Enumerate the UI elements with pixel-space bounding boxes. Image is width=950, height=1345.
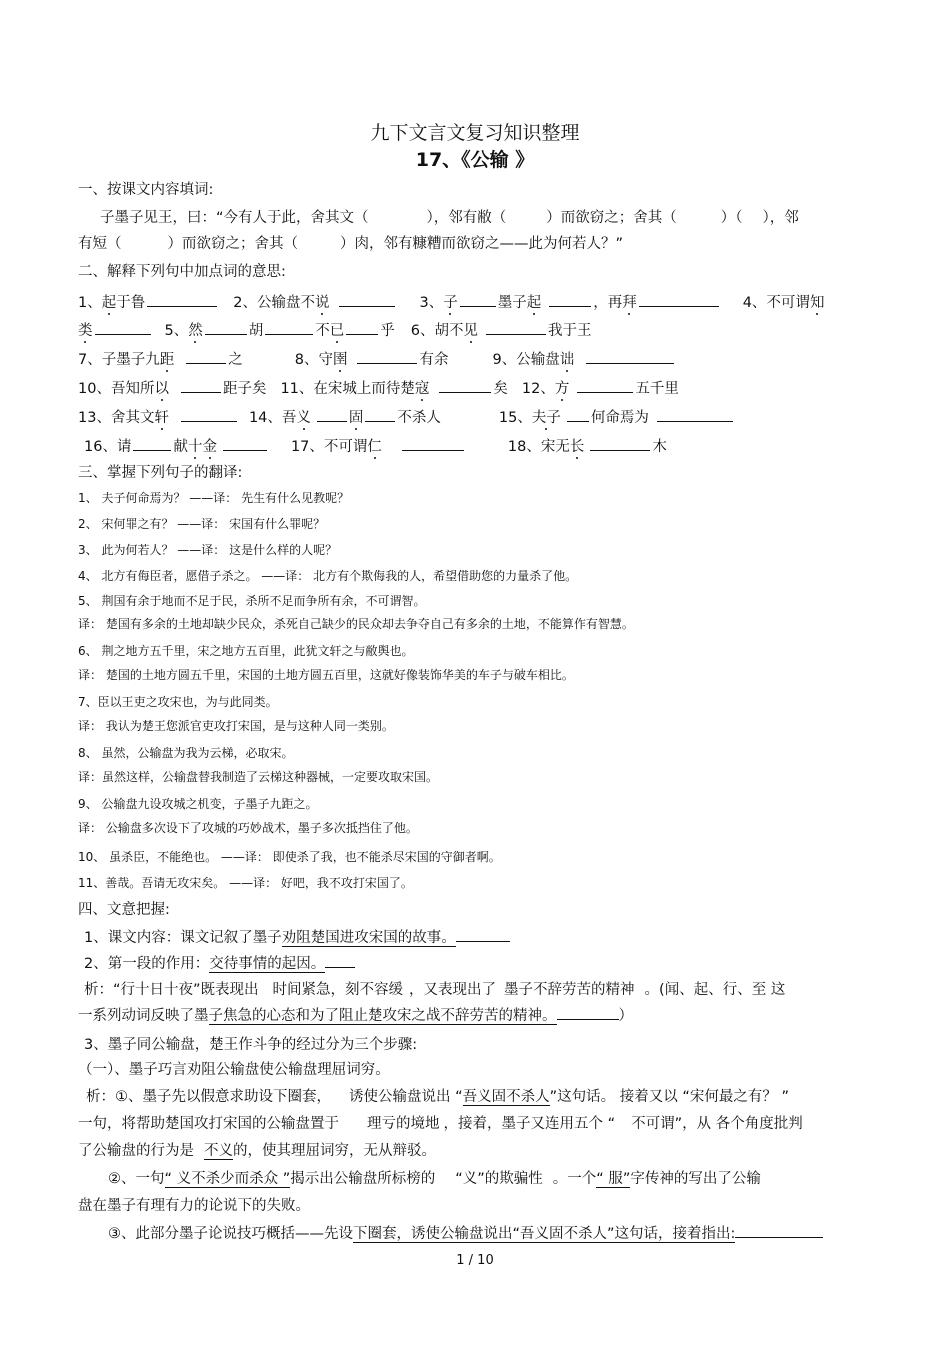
translation-item: 译： 楚国的土地方圆五千里，宋国的土地方圆五百里，这就好像装饰华美的车子与破车相比。 (78, 668, 574, 682)
page-number: 1 / 10 (456, 1253, 494, 1268)
translation-item: 译： 公输盘多次设下了攻城的巧妙战术，墨子多次抵挡住了他。 (78, 821, 418, 835)
translation-item: 4、 北方有侮臣者，愿借子杀之。 ——译： 北方有个欺侮我的人，希望借助您的力量杀了他。 (78, 569, 578, 583)
analysis-step-1-line-3: 了公输盘的行为是 不义的，使其理屈词穷，无从辩驳。 (78, 1143, 436, 1159)
explain-line-6: 16、请 献十金 17、不可谓仁 18、宋无长 木 (84, 439, 667, 455)
explain-line-5: 13、舍其文轩 14、吾义 固 不杀人 15、夫子 何命焉为 (78, 406, 735, 427)
section-2-heading: 二、解释下列句中加点词的意思: (78, 264, 286, 280)
analysis-step-1-line-1: 析：①、墨子先以假意求助设下圈套， 诱使公输盘说出 “吾义固不杀人”这句话。 接着又以 “宋何最之有？ ” (86, 1089, 789, 1105)
translation-item: 11、善哉。吾请无攻宋矣。 ——译： 好吧，我不攻打宋国了。 (78, 876, 413, 890)
explain-line-1: 1、起于鲁 2、公输盘不说 3、子 墨子起 ，再拜 4、不可谓知 (78, 295, 825, 311)
step-1-heading: （一）、墨子巧言劝阻公输盘使公输盘理屈词穷。 (78, 1062, 390, 1078)
page-title: 九下文言文复习知识整理 (370, 122, 580, 144)
explain-line-2: 类 5、然 胡 不已 乎 6、胡不见 我于王 (78, 323, 592, 339)
explain-line-4: 10、吾知所以 距子矣 11、在宋城上而待楚寇 矣 12、方 五千里 (78, 381, 679, 397)
translation-item: 译：虽然这样，公输盘替我制造了云梯这种器械，一定要攻取宋国。 (78, 770, 439, 784)
translation-item: 10、 虽杀臣，不能绝也。 ——译： 即使杀了我，也不能杀尽宋国的守御者啊。 (78, 850, 501, 864)
translation-item: 6、 荆之地方五千里，宋之地方五百里，此犹文轩之与敝舆也。 (78, 644, 414, 658)
analysis-step-2-line-2: 盘在墨子有理有力的论说下的失败。 (78, 1198, 310, 1214)
content-summary: 1、课文内容：课文记叙了墨子劝阻楚国进攻宋国的故事。 (84, 926, 510, 947)
fill-paragraph-line-2: 有短（ ）而欲窃之；舍其（ ）肉，邻有糠糟而欲窃之——此为何若人？” (78, 236, 624, 252)
analysis-step-3-line-1: ③、此部分墨子论说技巧概括——先设下圈套，诱使公输盘说出“吾义固不杀人”这句话，接着指出: (108, 1222, 823, 1243)
three-steps-heading: 3、墨子同公输盘，楚王作斗争的经过分为三个步骤: (84, 1037, 418, 1053)
page-subtitle: 17、《公输 》 (415, 149, 535, 171)
translation-item: 译： 楚国有多余的土地却缺少民众，杀死自己缺少的民众却去争夺自己有多余的土地，不能算作有智慧。 (78, 617, 634, 631)
translation-item: 1、 夫子何命焉为？ ——译： 先生有什么见教呢？ (78, 491, 350, 505)
translation-item: 7、臣以王吏之攻宋也，为与此同类。 (78, 695, 278, 709)
translation-item: 译： 我认为楚王您派官吏攻打宋国，是与这种人同一类别。 (78, 719, 394, 733)
section-3-heading: 三、掌握下列句子的翻译: (78, 465, 243, 481)
analysis-line-1: 析：“行十日十夜”既表现出 时间紧急，刻不容缓 ，又表现出了 墨子不辞劳苦的精神 。(闻、起、行、至 这 (84, 982, 786, 998)
paragraph-1-role: 2、第一段的作用：交待事情的起因。 (84, 952, 355, 973)
translation-item: 3、 此为何若人？ ——译： 这是什么样的人呢？ (78, 543, 338, 557)
explain-line-3: 7、子墨子九距 之 8、守圉 有余 9、公输盘诎 (78, 348, 676, 369)
translation-item: 9、 公输盘九设攻城之机变，子墨子九距之。 (78, 797, 318, 811)
analysis-line-2: 一系列动词反映了墨子焦急的心态和为了阻止楚攻宋之战不辞劳苦的精神。 ） (78, 1008, 633, 1024)
analysis-step-2-line-1: ②、一句“ 义不杀少而杀众 ”揭示出公输盘所标榜的 “义”的欺骗性 。一个“ 服”字传神的写出了公输 (108, 1171, 761, 1187)
analysis-step-1-line-2: 一句，将帮助楚国攻打宋国的公输盘置于 理亏的境地 ，接着，墨子又连用五个 “ 不可谓”，从 各个角度批判 (78, 1116, 803, 1132)
translation-item: 5、 荆国有余于地而不足于民，杀所不足而争所有余，不可谓智。 (78, 594, 426, 608)
translation-item: 8、 虽然，公输盘为我为云梯，必取宋。 (78, 746, 294, 760)
section-1-heading: 一、按课文内容填词: (78, 182, 214, 198)
section-4-heading: 四、文意把握: (78, 902, 170, 918)
translation-item: 2、 宋何罪之有？ ——译： 宋国有什么罪呢？ (78, 517, 326, 531)
fill-paragraph-line-1: 子墨子见王，曰：“今有人于此，舍其文（ ），邻有敝（ ）而欲窃之；舍其（ ）（ ），邻 (100, 210, 799, 226)
